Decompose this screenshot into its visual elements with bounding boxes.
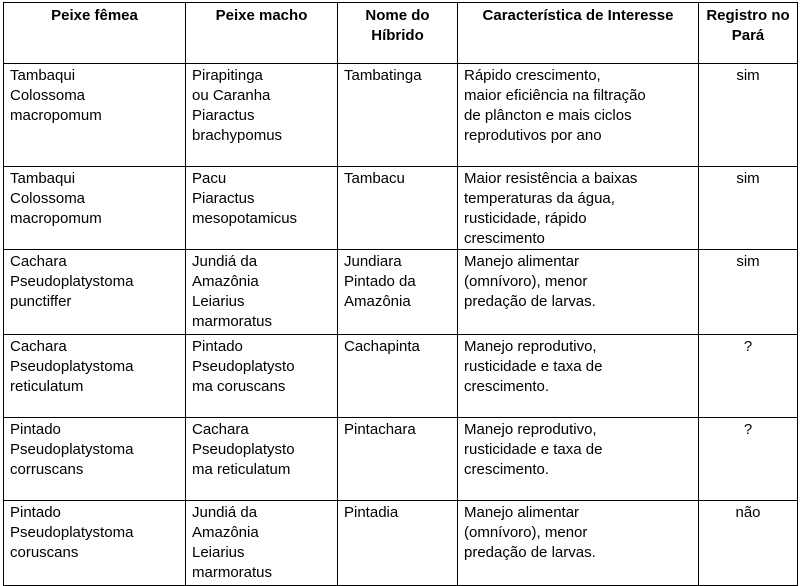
cell-line: coruscans — [10, 544, 79, 561]
header-registry-line: Registro — [706, 7, 768, 24]
cell-line: Pintadia — [344, 504, 399, 521]
cell-registry: sim — [699, 64, 798, 167]
cell-line: de plâncton e mais ciclos — [464, 107, 632, 124]
cell-female-fish — [4, 167, 186, 250]
cell-line: ma coruscans — [192, 378, 286, 395]
cell-line: Amazônia — [192, 273, 259, 290]
cell-line: Colossoma — [10, 190, 86, 207]
cell-registry: não — [699, 501, 798, 586]
cell-line: Pseudoplatystoma — [10, 358, 134, 375]
cell-trait — [458, 335, 699, 418]
cell-hybrid-name — [338, 501, 458, 586]
cell-line: marmoratus — [192, 313, 273, 330]
header-trait-of-interest — [458, 3, 699, 64]
cell-line: Leiarius — [192, 544, 245, 561]
cell-female-fish — [4, 418, 186, 501]
cell-female-fish — [4, 501, 186, 586]
cell-line: rusticidade, rápido — [464, 210, 587, 227]
cell-hybrid-name — [338, 418, 458, 501]
cell-line: predação de larvas. — [464, 544, 596, 561]
cell-line: ma reticulatum — [192, 461, 291, 478]
cell-line: Maior resistência a baixas — [464, 170, 638, 187]
cell-line: crescimento. — [464, 461, 550, 478]
cell-line: Pintado — [10, 421, 61, 438]
cell-line: mesopotamicus — [192, 210, 298, 227]
table-row — [4, 64, 798, 167]
cell-line: Cachara — [192, 421, 249, 438]
cell-registry: ? — [699, 335, 798, 418]
cell-line: Manejo alimentar — [464, 504, 580, 521]
cell-trait — [458, 501, 699, 586]
cell-hybrid-name — [338, 250, 458, 335]
cell-line: Pseudoplatystoma — [10, 273, 134, 290]
cell-female-fish — [4, 64, 186, 167]
cell-line: Pseudoplatystoma — [10, 524, 134, 541]
header-male-fish: Peixe macho — [186, 3, 338, 64]
cell-line: Tambacu — [344, 170, 405, 187]
cell-hybrid-name — [338, 335, 458, 418]
cell-male-fish — [186, 167, 338, 250]
cell-male-fish — [186, 501, 338, 586]
cell-line: crescimento. — [464, 378, 550, 395]
cell-line: Piaractus — [192, 107, 255, 124]
cell-line: punctiffer — [10, 293, 72, 310]
cell-male-fish — [186, 335, 338, 418]
header-registry-line: Pará — [731, 27, 765, 44]
cell-line: Cachara — [10, 253, 67, 270]
cell-line: Pintado — [10, 504, 61, 521]
header-hybrid-line: Híbrido — [371, 27, 424, 44]
cell-line: (omnívoro), menor — [464, 524, 588, 541]
cell-line: reticulatum — [10, 378, 84, 395]
cell-line: corruscans — [10, 461, 84, 478]
cell-registry: sim — [699, 250, 798, 335]
cell-trait — [458, 250, 699, 335]
cell-line: Amazônia — [192, 524, 259, 541]
cell-line: Manejo alimentar — [464, 253, 580, 270]
cell-line: rusticidade e taxa de — [464, 358, 603, 375]
header-trait-line: Interesse — [607, 7, 674, 24]
cell-line: Jundiara — [344, 253, 402, 270]
cell-line: Pseudoplatysto — [192, 358, 295, 375]
table-row — [4, 335, 798, 418]
cell-trait — [458, 64, 699, 167]
cell-line: Piaractus — [192, 190, 255, 207]
table-row — [4, 250, 798, 335]
hybrid-fish-table — [3, 2, 798, 586]
cell-line: Manejo reprodutivo, — [464, 338, 597, 355]
header-registry-para — [699, 3, 798, 64]
cell-line: Leiarius — [192, 293, 245, 310]
header-row — [4, 3, 798, 64]
cell-male-fish — [186, 64, 338, 167]
cell-line: rusticidade e taxa de — [464, 441, 603, 458]
cell-hybrid-name — [338, 64, 458, 167]
table-row — [4, 167, 798, 250]
cell-line: (omnívoro), menor — [464, 273, 588, 290]
cell-registry: ? — [699, 418, 798, 501]
cell-trait — [458, 167, 699, 250]
cell-line: marmoratus — [192, 564, 273, 581]
cell-line: Pintado da — [344, 273, 416, 290]
table-row — [4, 418, 798, 501]
cell-line: Rápido crescimento, — [464, 67, 601, 84]
header-female-fish: Peixe fêmea — [4, 3, 186, 64]
cell-line: Pseudoplatystoma — [10, 441, 134, 458]
cell-line: Pintado — [192, 338, 243, 355]
header-registry-line: no — [771, 7, 790, 24]
table-row — [4, 501, 798, 586]
cell-line: Pintachara — [344, 421, 416, 438]
cell-male-fish — [186, 250, 338, 335]
header-hybrid-name — [338, 3, 458, 64]
cell-line: Tambaqui — [10, 67, 76, 84]
header-trait-line: Característica de — [482, 7, 604, 24]
cell-line: Cachapinta — [344, 338, 420, 355]
cell-line: predação de larvas. — [464, 293, 596, 310]
cell-line: Amazônia — [344, 293, 411, 310]
cell-line: Pseudoplatysto — [192, 441, 295, 458]
cell-line: Colossoma — [10, 87, 86, 104]
cell-line: Jundiá da — [192, 253, 258, 270]
cell-line: reprodutivos por ano — [464, 127, 602, 144]
cell-line: Jundiá da — [192, 504, 258, 521]
cell-line: Pacu — [192, 170, 227, 187]
cell-line: maior eficiência na filtração — [464, 87, 646, 104]
cell-line: brachypomus — [192, 127, 283, 144]
cell-line: Manejo reprodutivo, — [464, 421, 597, 438]
cell-line: Cachara — [10, 338, 67, 355]
header-hybrid-line: Nome do — [365, 7, 430, 24]
cell-male-fish — [186, 418, 338, 501]
cell-female-fish — [4, 250, 186, 335]
cell-line: Pirapitinga — [192, 67, 263, 84]
cell-line: Tambatinga — [344, 67, 422, 84]
cell-line: macropomum — [10, 210, 102, 227]
cell-hybrid-name — [338, 167, 458, 250]
cell-trait — [458, 418, 699, 501]
cell-line: ou Caranha — [192, 87, 271, 104]
cell-registry: sim — [699, 167, 798, 250]
cell-line: crescimento — [464, 230, 545, 247]
cell-line: macropomum — [10, 107, 102, 124]
cell-line: Tambaqui — [10, 170, 76, 187]
cell-line: temperaturas da água, — [464, 190, 615, 207]
cell-female-fish — [4, 335, 186, 418]
